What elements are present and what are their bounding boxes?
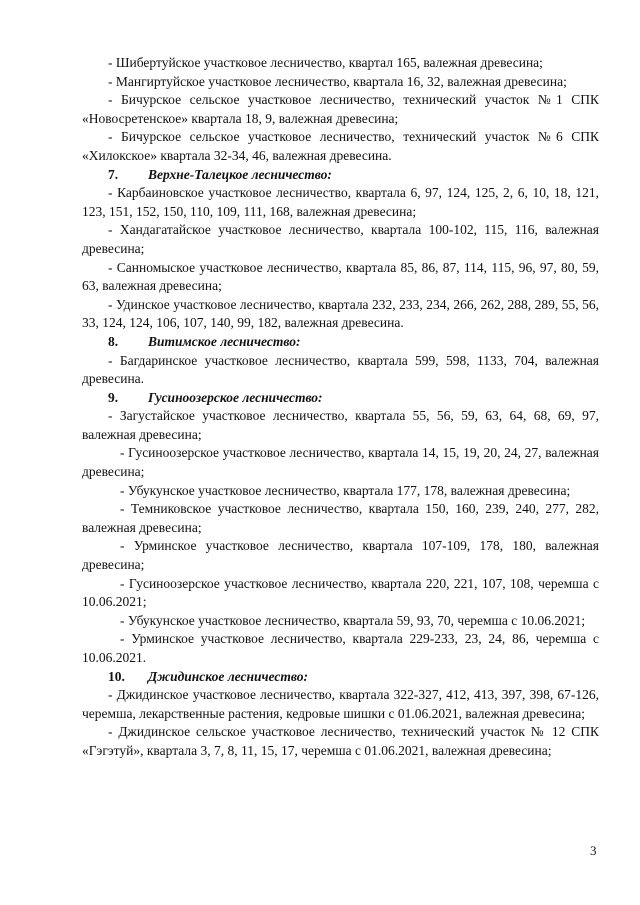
- section-title: Верхне-Талецкое лесничество:: [148, 166, 332, 182]
- list-item: - Бичурское сельское участковое лесничество, технический участок №6 СПК «Хилокское» квартала 32-34, 46, валежная древесина.: [82, 129, 599, 163]
- list-item: - Джидинское сельское участковое лесничество, технический участок № 12 СПК «Гэгэтуй», квартала 3, 7, 8, 11, 15, 17, черемша с 01.06.2021, валежная древесина;: [82, 724, 599, 758]
- list-item: - Мангиртуйское участковое лесничество, квартала 16, 32, валежная древесина;: [108, 73, 567, 89]
- page-number: 3: [590, 843, 597, 858]
- list-item: - Гусиноозерское участковое лесничество, квартала 14, 15, 19, 20, 24, 27, валежная древесина;: [82, 445, 599, 480]
- list-item: - Бичурское сельское участковое лесничество, технический участок №1 СПК «Новосретенское» квартала 18, 9, валежная древесина;: [82, 92, 599, 126]
- section-number: 10.: [108, 668, 125, 684]
- section-heading: [82, 333, 599, 352]
- list-item: - Убукунское участковое лесничество, квартала 177, 178, валежная древесина;: [120, 482, 571, 498]
- section-heading: [82, 389, 599, 408]
- list-item: - Джидинское участковое лесничество, квартала 322-327, 412, 413, 397, 398, 67-126, черемша, лекарственные растения, кедровые шишки с 01.06.2021, валежная древесина;: [82, 687, 599, 721]
- list-item: - Темниковское участковое лесничество, квартала 150, 160, 239, 240, 277, 282, валежная древесина;: [82, 501, 599, 535]
- section-title: Джидинское лесничество:: [148, 668, 308, 684]
- document-page: [82, 54, 599, 761]
- section-number: 8.: [108, 333, 119, 349]
- section-number: 9.: [108, 389, 119, 405]
- list-item: - Загустайское участковое лесничество, квартала 55, 56, 59, 63, 64, 68, 69, 97, валежная древесина;: [82, 408, 599, 442]
- list-item: - Урминское участковое лесничество, квартала 229-233, 23, 24, 86, черемша с 10.06.2021.: [82, 631, 599, 665]
- section-number: 7.: [108, 166, 119, 182]
- list-item: - Багдаринское участковое лесничество, квартала 599, 598, 1133, 704, валежная древесина.: [82, 352, 599, 387]
- list-item: - Гусиноозерское участковое лесничество, квартала 220, 221, 107, 108, черемша с 10.06.2021;: [82, 575, 599, 610]
- list-item: - Санномыское участковое лесничество, квартала 85, 86, 87, 114, 115, 96, 97, 80, 59, 63, валежная древесина;: [82, 259, 599, 294]
- section-heading: [82, 166, 599, 185]
- list-item: - Хандагатайское участковое лесничество, квартала 100-102, 115, 116, валежная древесина;: [82, 222, 599, 256]
- list-item: - Удинское участковое лесничество, квартала 232, 233, 234, 266, 262, 288, 289, 55, 56, 33, 124, 124, 106, 107, 140, 99, 182, валежная древесина.: [82, 296, 599, 331]
- list-item: - Шибертуйское участковое лесничество, квартал 165, валежная древесина;: [108, 55, 543, 70]
- list-item: - Карбаиновское участковое лесничество, квартала 6, 97, 124, 125, 2, 6, 10, 18, 121, 123, 151, 152, 150, 110, 109, 111, 168, валежная древесина;: [82, 185, 599, 219]
- section-title: Гусиноозерское лесничество:: [148, 389, 323, 405]
- section-heading: [82, 668, 599, 687]
- list-item: - Урминское участковое лесничество, квартала 107-109, 178, 180, валежная древесина;: [82, 538, 599, 573]
- list-item: - Убукунское участковое лесничество, квартала 59, 93, 70, черемша с 10.06.2021;: [120, 612, 586, 628]
- section-title: Витимское лесничество:: [148, 333, 301, 349]
